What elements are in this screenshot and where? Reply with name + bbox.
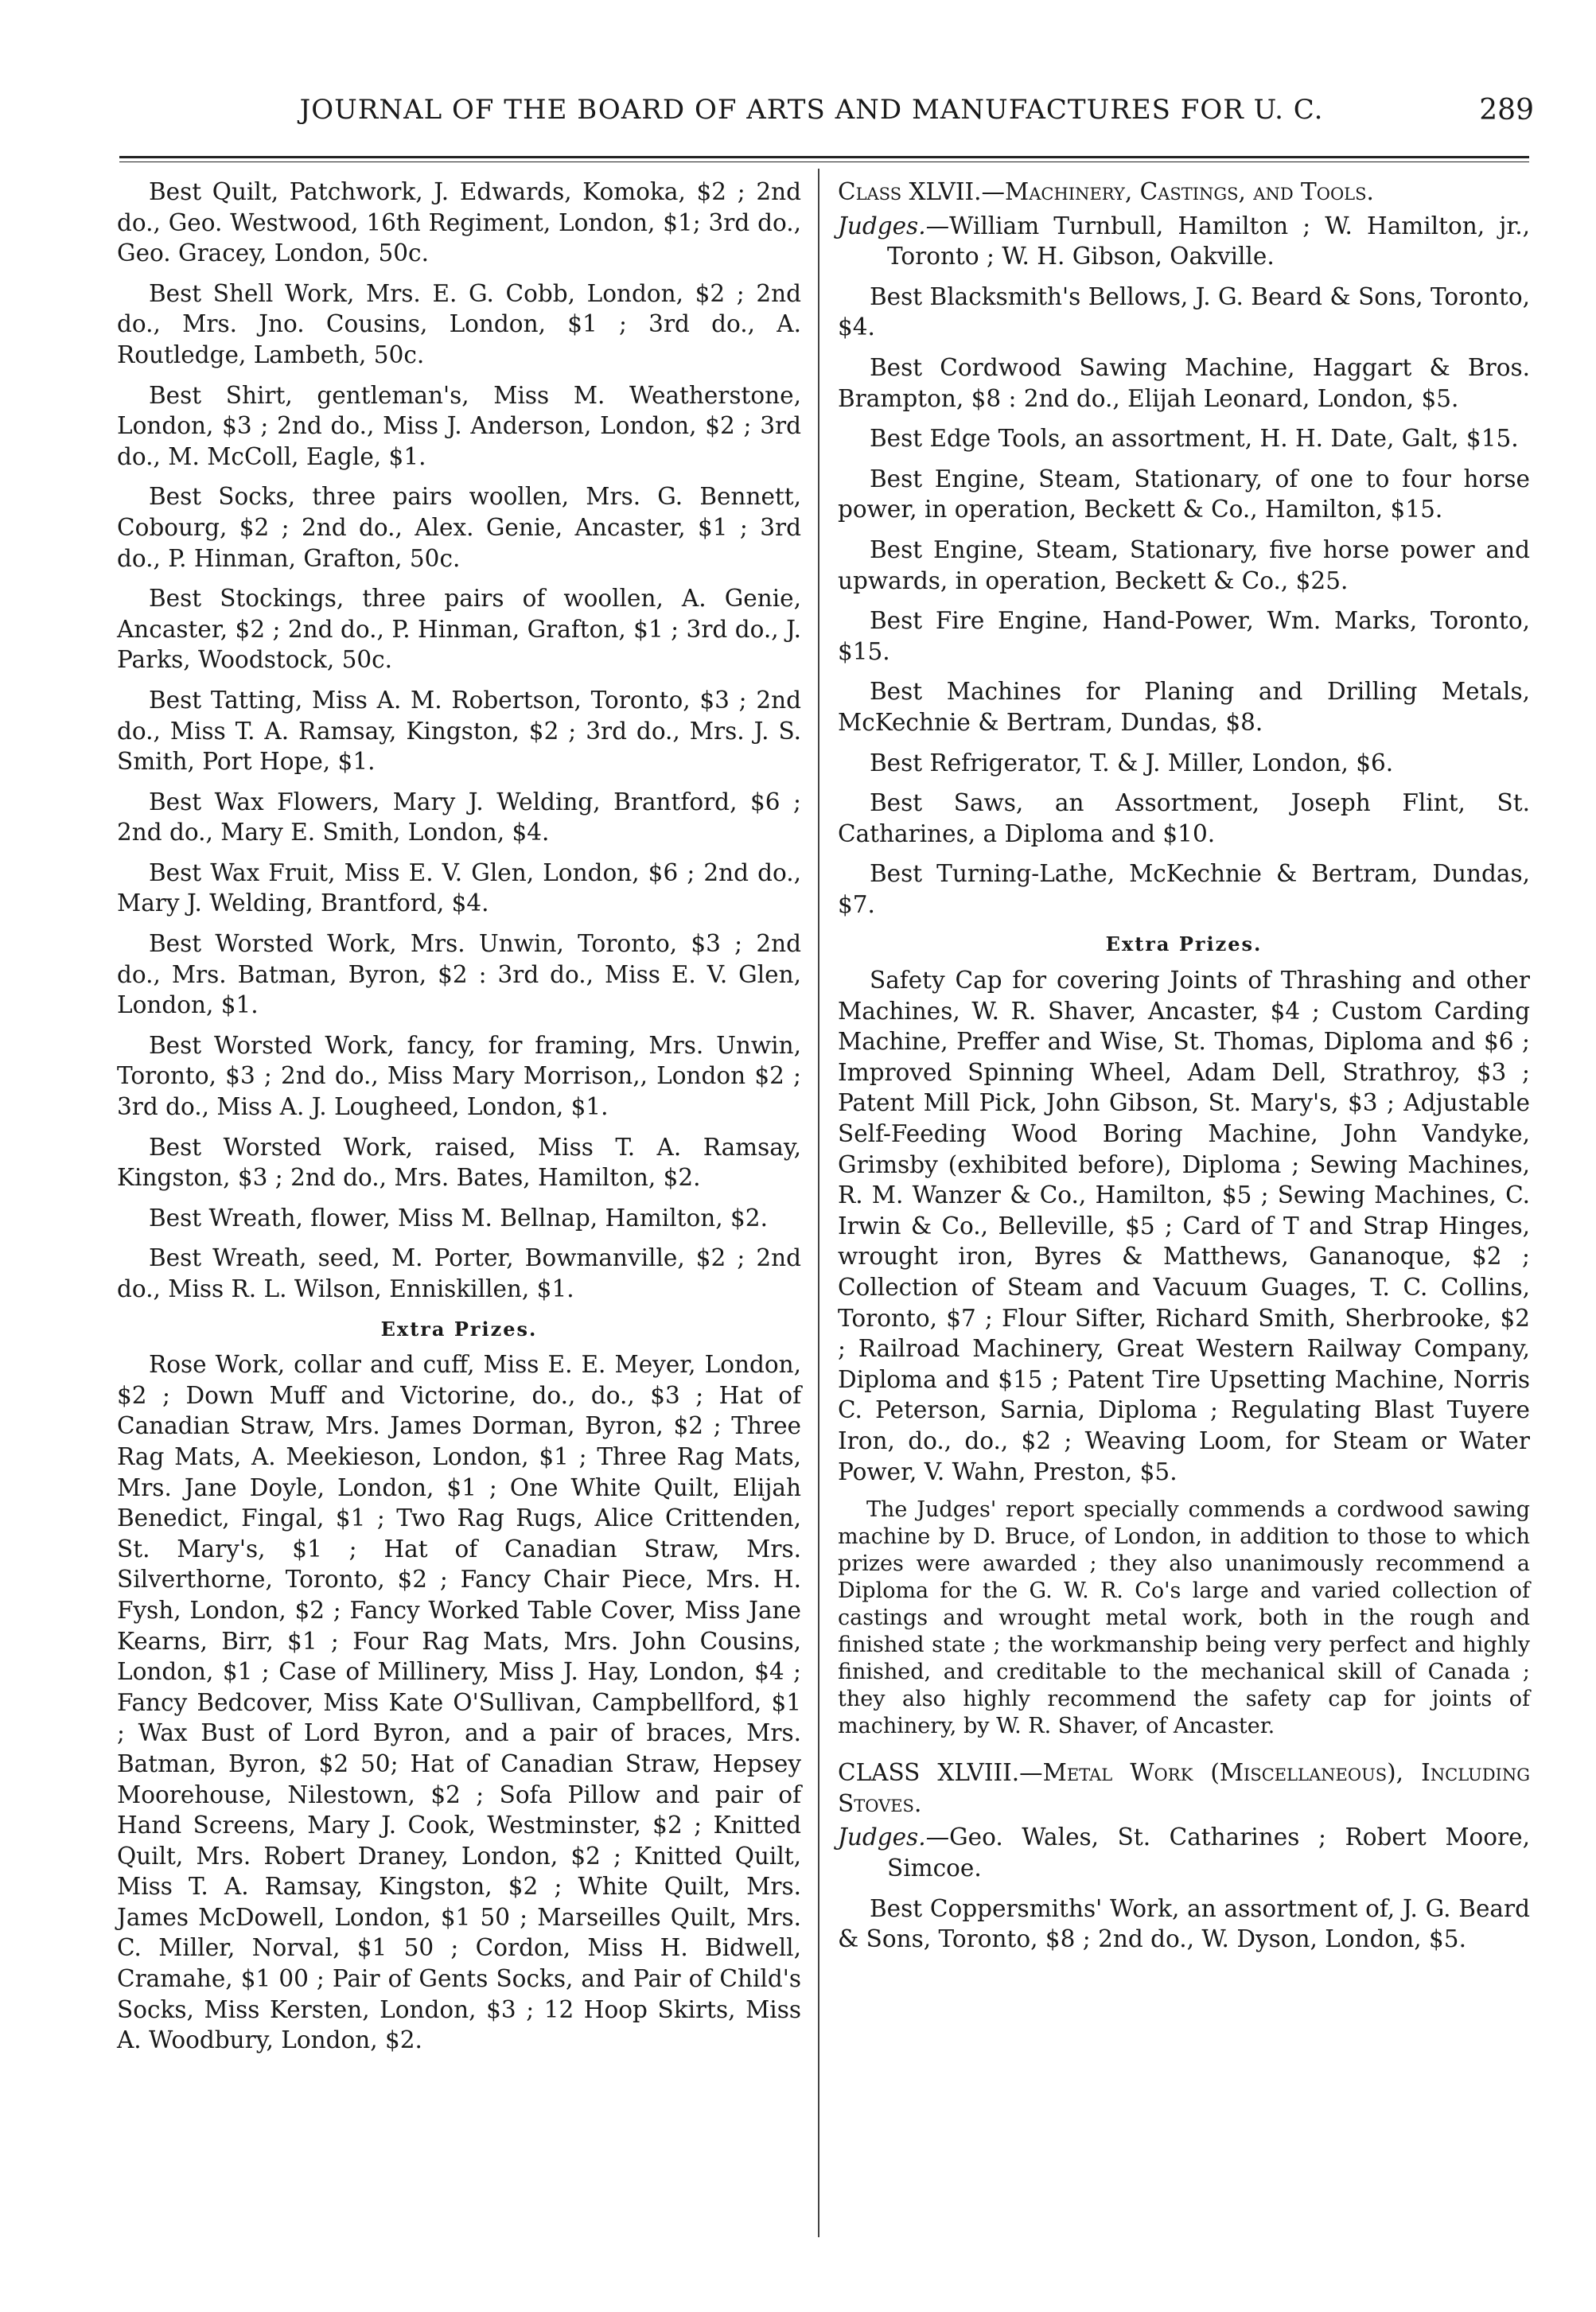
prize-entry: Best Engine, Steam, Stationary, five horse power and upwards, in operation, Beckett & Co., $25. xyxy=(838,535,1530,594)
judges-line xyxy=(838,1822,1530,1883)
prize-entry: Best Worsted Work, fancy, for framing, Mrs. Unwin, Toronto, $3 ; 2nd do., Miss Mary Morrison,, London $2 ; 3rd do., Miss A. J. Lougheed, London, $1. xyxy=(117,1031,801,1121)
prize-entry: Best Turning-Lathe, McKechnie & Bertram, Dundas, $7. xyxy=(838,860,1530,918)
header-rule xyxy=(119,156,1529,158)
class-heading: Class XLVII.—Machinery, Castings, and Tools. xyxy=(838,178,1374,205)
judges-label: Judges.— xyxy=(838,212,950,239)
journal-title: JOURNAL OF THE BOARD OF ARTS AND MANUFACTURES FOR U. C. xyxy=(299,94,1324,126)
prize-entry: Best Wax Flowers, Mary J. Welding, Brantford, $6 ; 2nd do., Mary E. Smith, London, $4. xyxy=(117,788,801,847)
prize-entry: Best Stockings, three pairs of woollen, A. Genie, Ancaster, $2 ; 2nd do., P. Hinman, Grafton, $1 ; 3rd do., J. Parks, Woodstock, 50c. xyxy=(117,585,801,674)
prize-entry: Best Engine, Steam, Stationary, of one to four horse power, in operation, Beckett & Co., Hamilton, $15. xyxy=(838,465,1530,524)
prize-entry: Best Shell Work, Mrs. E. G. Cobb, London, $2 ; 2nd do., Mrs. Jno. Cousins, London, $1 ; 3rd do., A. Routledge, Lambeth, 50c. xyxy=(117,279,801,368)
running-header xyxy=(119,94,1551,142)
prize-entry: Best Quilt, Patchwork, J. Edwards, Komoka, $2 ; 2nd do., Geo. Westwood, 16th Regiment, London, $1; 3rd do., Geo. Gracey, London, 50c. xyxy=(117,178,801,267)
left-column xyxy=(117,177,801,2064)
page-number: 289 xyxy=(1479,94,1534,126)
prize-entry: Best Refrigerator, T. & J. Miller, London, $6. xyxy=(870,749,1394,777)
prize-entry: Best Cordwood Sawing Machine, Haggart & Bros. Brampton, $8 : 2nd do., Elijah Leonard, London, $5. xyxy=(838,353,1530,412)
prize-entry: Best Saws, an Assortment, Joseph Flint, St. Catharines, a Diploma and $10. xyxy=(838,789,1530,847)
judges-report: The Judges' report specially commends a cordwood sawing machine by D. Bruce, of London, in addition to those to which prizes were awarded ; they also unanimously recommend a Diploma for the G. W. R. Co's large and varied collection of castings and wrought metal work, both in the rough and finished state ; the workmanship being very perfect and highly finished, and creditable to the mechanical skill of Canada ; they also highly recommend the safety cap for joints of machinery, by W. R. Shaver, of Ancaster. xyxy=(838,1497,1530,1739)
prize-entry: Best Socks, three pairs woollen, Mrs. G. Bennett, Cobourg, $2 ; 2nd do., Alex. Genie, Ancaster, $1 ; 3rd do., P. Hinman, Grafton, 50c. xyxy=(117,483,801,572)
prize-entry: Best Machines for Planing and Drilling Metals, McKechnie & Bertram, Dundas, $8. xyxy=(838,678,1530,736)
extra-prizes-heading: Extra Prizes. xyxy=(1105,932,1263,956)
prize-entry: Best Wax Fruit, Miss E. V. Glen, London, $6 ; 2nd do., Mary J. Welding, Brantford, $4. xyxy=(117,858,801,917)
right-column xyxy=(838,177,1530,1964)
judges-label: Judges.— xyxy=(838,1824,950,1851)
prize-entry: Best Worsted Work, Mrs. Unwin, Toronto, $3 ; 2nd do., Mrs. Batman, Byron, $2 : 3rd do., Miss E. V. Glen, London, $1. xyxy=(117,930,801,1019)
class-heading: CLASS XLVIII.—Metal Work (Miscellaneous), Including Stoves. xyxy=(838,1759,1530,1817)
prize-entry: Best Fire Engine, Hand-Power, Wm. Marks, Toronto, $15. xyxy=(838,607,1530,665)
prize-entry: Best Worsted Work, raised, Miss T. A. Ramsay, Kingston, $3 ; 2nd do., Mrs. Bates, Hamilton, $2. xyxy=(117,1133,801,1192)
prize-entry: Best Coppersmiths' Work, an assortment of, J. G. Beard & Sons, Toronto, $8 ; 2nd do., W. Dyson, London, $5. xyxy=(838,1894,1530,1953)
extra-prizes-heading: Extra Prizes. xyxy=(380,1317,538,1341)
judges-names: William Turnbull, Hamilton ; W. Hamilton, jr., Toronto ; W. H. Gibson, Oakville. xyxy=(887,212,1530,271)
prize-entry: Best Wreath, seed, M. Porter, Bowmanville, $2 ; 2nd do., Miss R. L. Wilson, Enniskillen, $1. xyxy=(117,1244,801,1302)
prize-entry: Best Edge Tools, an assortment, H. H. Date, Galt, $15. xyxy=(870,425,1519,453)
prize-entry: Best Shirt, gentleman's, Miss M. Weatherstone, London, $3 ; 2nd do., Miss J. Anderson, London, $2 ; 3rd do., M. McColl, Eagle, $1. xyxy=(117,381,801,470)
column-divider xyxy=(818,169,819,2237)
judges-line xyxy=(838,211,1530,272)
extra-prizes-text: Rose Work, collar and cuff, Miss E. E. Meyer, London, $2 ; Down Muff and Victorine, do., do., $3 ; Hat of Canadian Straw, Mrs. James Dorman, Byron, $2 ; Three Rag Mats, A. Meekieson, London, $1 ; Three Rag Mats, Mrs. Jane Doyle, London, $1 ; One White Quilt, Elijah Benedict, Fingal, $1 ; Two Rag Rugs, Alice Crittenden, St. Mary's, $1 ; Hat of Canadian Straw, Mrs. Silverthorne, Toronto, $2 ; Fancy Chair Piece, Mrs. H. Fysh, London, $2 ; Fancy Worked Table Cover, Miss Jane Kearns, Birr, $1 ; Four Rag Mats, Mrs. John Cousins, London, $1 ; Case of Millinery, Miss J. Hay, London, $4 ; Fancy Bedcover, Miss Kate O'Sullivan, Campbellford, $1 ; Wax Bust of Lord Byron, and a pair of braces, Mrs. Batman, Byron, $2 50; Hat of Canadian Straw, Hepsey Moorehouse, Nilestown, $2 ; Sofa Pillow and pair of Hand Screens, Mary J. Cook, Westminster, $2 ; Knitted Quilt, Mrs. Robert Draney, London, $2 ; Knitted Quilt, Miss T. A. Ramsay, Kingston, $2 ; White Quilt, Mrs. James McDowell, London, $1 50 ; Marseilles Quilt, Mrs. C. Miller, Norval, $1 50 ; Cordon, Miss H. Bidwell, Cramahe, $1 00 ; Pair of Gents Socks, and Pair of Child's Socks, Miss Kersten, London, $3 ; 12 Hoop Skirts, Miss A. Woodbury, London, $2. xyxy=(117,1351,801,2054)
prize-entry: Best Blacksmith's Bellows, J. G. Beard & Sons, Toronto, $4. xyxy=(838,282,1530,341)
prize-entry: Best Wreath, flower, Miss M. Bellnap, Hamilton, $2. xyxy=(149,1204,768,1232)
prize-entry: Best Tatting, Miss A. M. Robertson, Toronto, $3 ; 2nd do., Miss T. A. Ramsay, Kingston, $2 ; 3rd do., Mrs. J. S. Smith, Port Hope, $1. xyxy=(117,686,801,776)
judges-names: Geo. Wales, St. Catharines ; Robert Moore, Simcoe. xyxy=(887,1824,1530,1882)
extra-prizes-text: Safety Cap for covering Joints of Thrashing and other Machines, W. R. Shaver, Ancaster, $4 ; Custom Carding Machine, Preffer and Wise, St. Thomas, Diploma and $6 ; Improved Spinning Wheel, Adam Dell, Strathroy, $3 ; Patent Mill Pick, John Gibson, St. Mary's, $3 ; Adjustable Self-Feeding Wood Boring Machine, John Vandyke, Grimsby (exhibited before), Diploma ; Sewing Machines, R. M. Wanzer & Co., Hamilton, $5 ; Sewing Machines, C. Irwin & Co., Belleville, $5 ; Card of T and Strap Hinges, wrought iron, Byres & Matthews, Gananoque, $2 ; Collection of Steam and Vacuum Guages, T. C. Collins, Toronto, $7 ; Flour Sifter, Richard Smith, Sherbrooke, $2 ; Railroad Machinery, Great Western Railway Company, Diploma and $15 ; Patent Tire Upsetting Machine, Norris C. Peterson, Sarnia, Diploma ; Regulating Blast Tuyere Iron, do., do., $2 ; Weaving Loom, for Steam or Water Power, V. Wahn, Preston, $5. xyxy=(838,967,1530,1485)
